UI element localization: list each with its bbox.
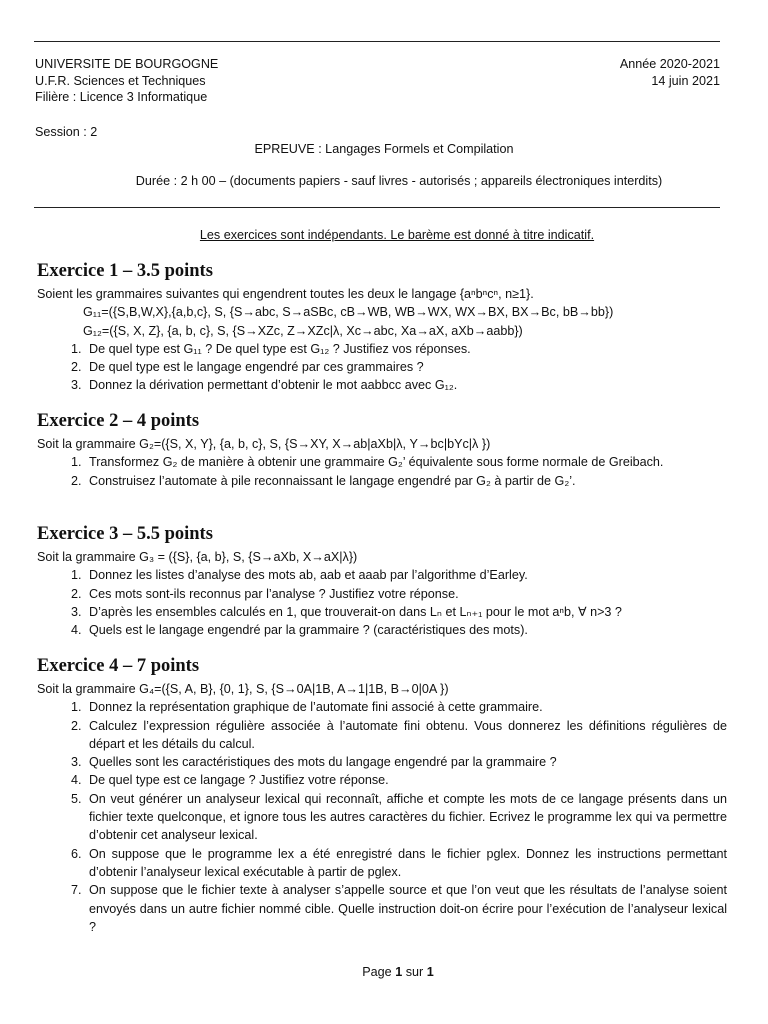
- exercise-intro: Soit la grammaire G₃ = ({S}, {a, b}, S, {S→aXb, X→aX|λ}): [37, 550, 358, 564]
- exercise-title: Exercice 3 – 5.5 points: [37, 524, 213, 544]
- university-name: UNIVERSITE DE BOURGOGNE: [35, 57, 219, 71]
- question-item: 4. Quels est le langage engendré par la grammaire ? (caractéristiques des mots).: [85, 621, 727, 639]
- page-mid: sur: [402, 965, 427, 979]
- question-item: 6. On suppose que le programme lex a été enregistré dans le fichier pglex. Donnez les instructions permettant d’obtenir l’analyseur lexical exécutable à partir de pglex.: [85, 845, 727, 882]
- exercise-title: Exercice 1 – 3.5 points: [37, 261, 213, 281]
- grammar-g11: G₁₁=({S,B,W,X},{a,b,c}, S, {S→abc, S→aSBc, cB→WB, WB→WX, WX→BX, BX→Bc, bB→bb}): [83, 305, 614, 320]
- exercise-2: [37, 410, 727, 490]
- notice-text: Les exercices sont indépendants. Le barème est donné à titre indicatif.: [199, 228, 595, 242]
- question-item: 1. Transformez G₂ de manière à obtenir une grammaire G₂’ équivalente sous forme normale de Greibach.: [85, 453, 727, 471]
- exercise-title: Exercice 2 – 4 points: [37, 411, 200, 431]
- header-rule: [34, 207, 720, 208]
- exam-date: 14 juin 2021: [651, 73, 720, 88]
- question-item: 2. Construisez l’automate à pile reconnaissant le langage engendré par G₂ à partir de G₂’.: [85, 472, 727, 490]
- question-list: [37, 340, 727, 395]
- question-item: 4. De quel type est ce langage ? Justifiez votre réponse.: [85, 771, 727, 789]
- session-label: Session : 2: [35, 125, 98, 139]
- question-item: 1. Donnez la représentation graphique de l’automate fini associé à cette grammaire.: [85, 698, 727, 716]
- exam-title: EPREUVE : Langages Formels et Compilation: [254, 142, 514, 156]
- question-item: 3. Quelles sont les caractéristiques des mots du langage engendré par la grammaire ?: [85, 753, 727, 771]
- date-block: [620, 56, 720, 89]
- instructions-notice: [0, 228, 768, 242]
- ufr-name: U.F.R. Sciences et Techniques: [35, 73, 206, 88]
- grammar-g12: G₁₂=({S, X, Z}, {a, b, c}, S, {S→XZc, Z→XZc|λ, Xc→abc, Xa→aX, aXb→aabb}): [83, 323, 523, 338]
- question-item: 1. De quel type est G₁₁ ? De quel type est G₁₂ ? Justifiez vos réponses.: [85, 340, 727, 358]
- page-number: [0, 965, 768, 979]
- exercise-intro: Soit la grammaire G₂=({S, X, Y}, {a, b, c}, S, {S→XY, X→ab|aXb|λ, Y→bc|bYc|λ }): [37, 437, 491, 451]
- exam-duration: Durée : 2 h 00 – (documents papiers - sauf livres - autorisés ; appareils électroniques interdits): [135, 174, 663, 188]
- exercise-intro: Soient les grammaires suivantes qui engendrent toutes les deux le langage {aⁿbⁿcⁿ, n≥1}.: [37, 287, 534, 301]
- exercise-4: [37, 655, 727, 936]
- question-item: 2. Ces mots sont-ils reconnus par l’analyse ? Justifiez votre réponse.: [85, 585, 727, 603]
- page-total: 1: [426, 965, 434, 979]
- question-item: 2. Calculez l’expression régulière associée à l’automate fini obtenu. Vous donnerez les définitions régulières de départ et les détails du calcul.: [85, 717, 727, 754]
- question-item: 3. Donnez la dérivation permettant d’obtenir le mot aabbcc avec G₁₂.: [85, 376, 727, 394]
- filiere: Filière : Licence 3 Informatique: [35, 90, 208, 105]
- question-item: 5. On veut générer un analyseur lexical qui reconnaît, affiche et compte les mots de ce langage présents dans un fichier texte quelconque, et ignore tous les autres caractères du fichier. Ecrivez le programme lex qui va permettre d’obtenir cet analyseur lexical.: [85, 790, 727, 845]
- academic-year: Année 2020-2021: [619, 57, 720, 71]
- top-rule: [34, 41, 720, 42]
- question-list: [37, 453, 727, 490]
- question-item: 7. On suppose que le fichier texte à analyser s’appelle source et que l’on veut que les résultats de l’analyse soient envoyés dans un autre fichier nommé cible. Quelle instruction doit-on écrire pour l’exécution de l’analyseur lexical ?: [85, 881, 727, 936]
- question-item: 1. Donnez les listes d’analyse des mots ab, aab et aaab par l’algorithme d’Earley.: [85, 566, 727, 584]
- question-list: [37, 566, 727, 639]
- exercise-title: Exercice 4 – 7 points: [37, 656, 200, 676]
- exercise-3: [37, 523, 727, 639]
- page-current: 1: [395, 965, 403, 979]
- question-item: 3. D’après les ensembles calculés en 1, que trouverait-on dans Lₙ et Lₙ₊₁ pour le mot aⁿb, ∀ n>3 ?: [85, 603, 727, 621]
- institution-block: [35, 56, 218, 106]
- exercise-1: [37, 260, 727, 395]
- question-list: [37, 698, 727, 936]
- exercise-intro: Soit la grammaire G₄=({S, A, B}, {0, 1}, S, {S→0A|1B, A→1|1B, B→0|0A }): [37, 682, 449, 696]
- page-prefix: Page: [362, 965, 396, 979]
- question-item: 2. De quel type est le langage engendré par ces grammaires ?: [85, 358, 727, 376]
